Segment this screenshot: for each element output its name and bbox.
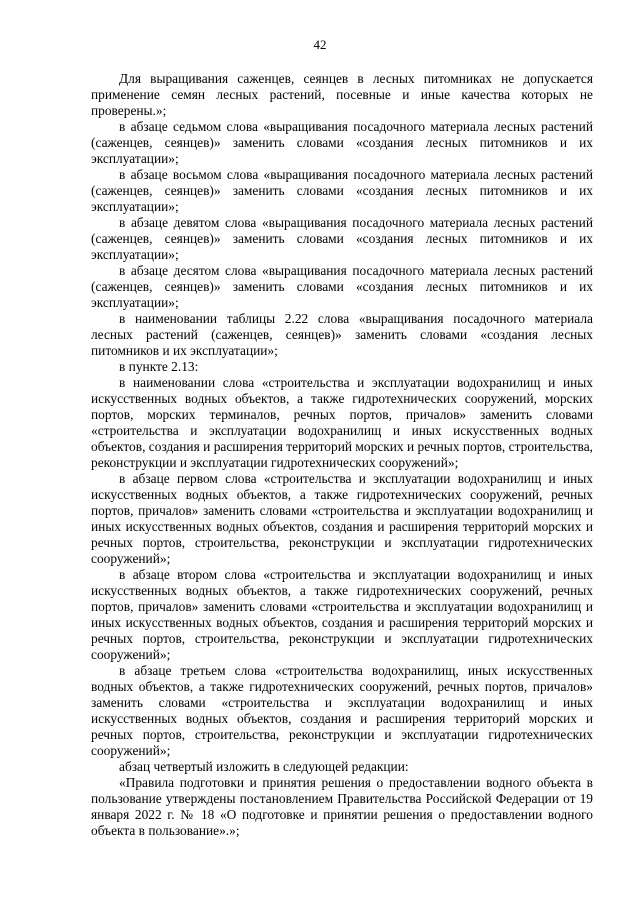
paragraph: в абзаце третьем слова «строительства водохранилищ, иных искусственных водных объектов, а также гидротехнических сооружений, речных портов, причалов» заменить словами «строительства и эксплуатации водохранилищ и иных искусственных водных объектов, создания и расширения территорий морских и речных портов, строительства, реконструкции и эксплуатации гидротехнических сооружений»; [91, 663, 593, 758]
paragraph: абзац четвертый изложить в следующей редакции: [119, 759, 409, 774]
paragraph: в наименовании слова «строительства и эксплуатации водохранилищ и иных искусственных водных объектов, а также гидротехнических сооружений, морских портов, морских терминалов, речных портов, причалов» заменить словами «строительства и эксплуатации водохранилищ и иных искусственных водных объектов, создания и расширения территорий морских и речных портов, строительства, реконструкции и эксплуатации гидротехнических сооружений»; [91, 375, 593, 470]
page-number: 42 [313, 37, 327, 52]
paragraph: в пункте 2.13: [119, 359, 199, 374]
paragraph: Для выращивания саженцев, сеянцев в лесных питомниках не допускается применение семян лесных растений, посевные и иные качества которых не проверены.»; [91, 71, 593, 118]
paragraph: в абзаце втором слова «строительства и эксплуатации водохранилищ и иных искусственных водных объектов, а также гидротехнических сооружений, речных портов, причалов» заменить словами «строительства и эксплуатации водохранилищ и иных искусственных водных объектов, создания и расширения территорий морских и речных портов, строительства, реконструкции и эксплуатации гидротехнических сооружений»; [91, 567, 593, 662]
paragraph: «Правила подготовки и принятия решения о предоставлении водного объекта в пользование утверждены постановлением Правительства Российской Федерации от 19 января 2022 г. № 18 «О подготовке и принятии решения о предоставлении водного объекта в пользование».»; [91, 775, 593, 838]
paragraph: в абзаце восьмом слова «выращивания посадочного материала лесных растений (саженцев, сеянцев)» заменить словами «создания лесных питомников и их эксплуатации»; [91, 167, 593, 214]
paragraph: в абзаце первом слова «строительства и эксплуатации водохранилищ и иных искусственных водных объектов, а также гидротехнических сооружений, речных портов, причалов» заменить словами «строительства и эксплуатации водохранилищ и иных искусственных водных объектов, создания и расширения территорий морских и речных портов, строительства, реконструкции и эксплуатации гидротехнических сооружений»; [91, 471, 593, 566]
paragraph: в абзаце седьмом слова «выращивания посадочного материала лесных растений (саженцев, сеянцев)» заменить словами «создания лесных питомников и их эксплуатации»; [91, 119, 593, 166]
paragraph: в абзаце десятом слова «выращивания посадочного материала лесных растений (саженцев, сеянцев)» заменить словами «создания лесных питомников и их эксплуатации»; [91, 263, 593, 310]
document-body [91, 71, 593, 839]
paragraph: в абзаце девятом слова «выращивания посадочного материала лесных растений (саженцев, сеянцев)» заменить словами «создания лесных питомников и их эксплуатации»; [91, 215, 593, 262]
paragraph: в наименовании таблицы 2.22 слова «выращивания посадочного материала лесных растений (саженцев, сеянцев)» заменить словами «создания лесных питомников и их эксплуатации»; [91, 311, 593, 358]
